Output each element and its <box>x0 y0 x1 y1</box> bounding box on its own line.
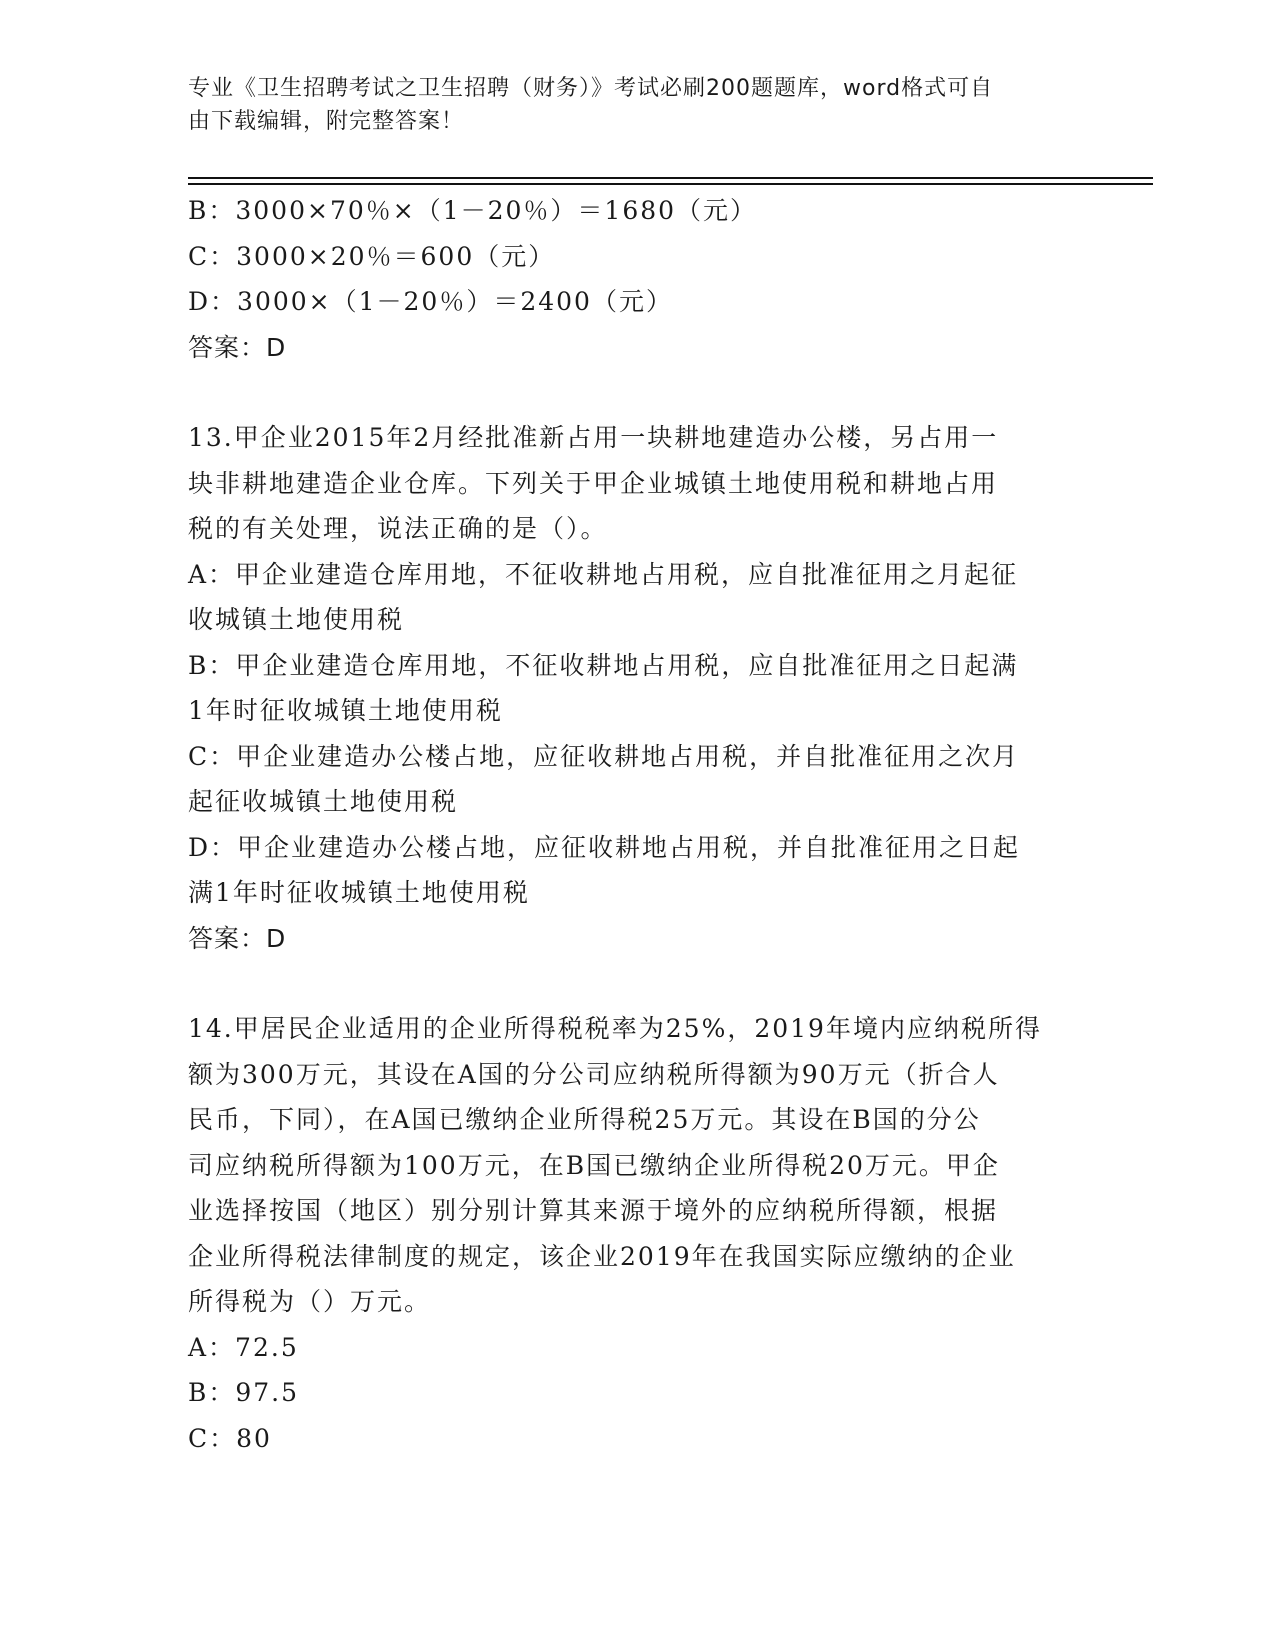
option-c: C：80 <box>188 1423 272 1453</box>
option-d-line: D：甲企业建造办公楼占地，应征收耕地占用税，并自批准征用之日起 <box>188 832 1021 862</box>
question-stem-line: 所得税为（）万元。 <box>188 1287 432 1316</box>
option-b: B：97.5 <box>188 1378 300 1407</box>
header-line-1: 专业《卫生招聘考试之卫生招聘（财务）》考试必刷200题题库，word格式可自 <box>188 76 994 101</box>
option-a-line: A：甲企业建造仓库用地，不征收耕地占用税，应自批准征用之月起征 <box>188 559 1019 589</box>
header-divider-bottom <box>188 183 1153 185</box>
answer: 答案：D <box>188 332 287 362</box>
spacer <box>188 961 1068 1006</box>
question-stem-line: 额为300万元，其设在A国的分公司应纳税所得额为90万元（折合人 <box>188 1059 1000 1089</box>
question-stem-line: 司应纳税所得额为100万元，在B国已缴纳企业所得税20万元。甲企 <box>188 1150 1000 1180</box>
question-stem-line: 民币，下同），在A国已缴纳企业所得税25万元。其设在B国的分公 <box>188 1105 981 1134</box>
option-d-line: 满1年时征收城镇土地使用税 <box>188 878 530 907</box>
question-stem-line: 业选择按国（地区）别分别计算其来源于境外的应纳税所得额，根据 <box>188 1196 999 1225</box>
option-a-line: 收城镇土地使用税 <box>188 605 405 634</box>
spacer <box>188 370 1068 415</box>
option-d: D：3000×（1－20％）＝2400（元） <box>188 287 673 316</box>
question-stem-line: 块非耕地建造企业仓库。下列关于甲企业城镇土地使用税和耕地占用 <box>188 468 999 498</box>
option-a: A：72.5 <box>188 1332 299 1362</box>
document-header <box>188 72 1068 138</box>
question-12-tail <box>188 188 1068 370</box>
question-stem-line: 企业所得税法律制度的规定，该企业2019年在我国实际应缴纳的企业 <box>188 1241 1016 1271</box>
question-14 <box>188 1006 1068 1461</box>
header-line-2: 由下载编辑，附完整答案！ <box>188 109 465 134</box>
header-divider-top <box>188 177 1153 179</box>
option-b: B：3000×70％×（1－20％）＝1680（元） <box>188 196 758 225</box>
answer: 答案：D <box>188 923 287 953</box>
question-stem-line: 14.甲居民企业适用的企业所得税税率为25%，2019年境内应纳税所得 <box>188 1014 1042 1043</box>
question-content <box>188 188 1068 1461</box>
question-13 <box>188 415 1068 961</box>
option-c-line: C：甲企业建造办公楼占地，应征收耕地占用税，并自批准征用之次月 <box>188 741 1020 771</box>
option-c: C：3000×20％＝600（元） <box>188 241 556 271</box>
question-stem-line: 税的有关处理，说法正确的是（）。 <box>188 514 608 543</box>
question-stem-line: 13.甲企业2015年2月经批准新占用一块耕地建造办公楼，另占用一 <box>188 423 999 452</box>
option-c-line: 起征收城镇土地使用税 <box>188 787 459 816</box>
option-b-line: B：甲企业建造仓库用地，不征收耕地占用税，应自批准征用之日起满 <box>188 650 1019 680</box>
option-b-line: 1年时征收城镇土地使用税 <box>188 696 503 725</box>
